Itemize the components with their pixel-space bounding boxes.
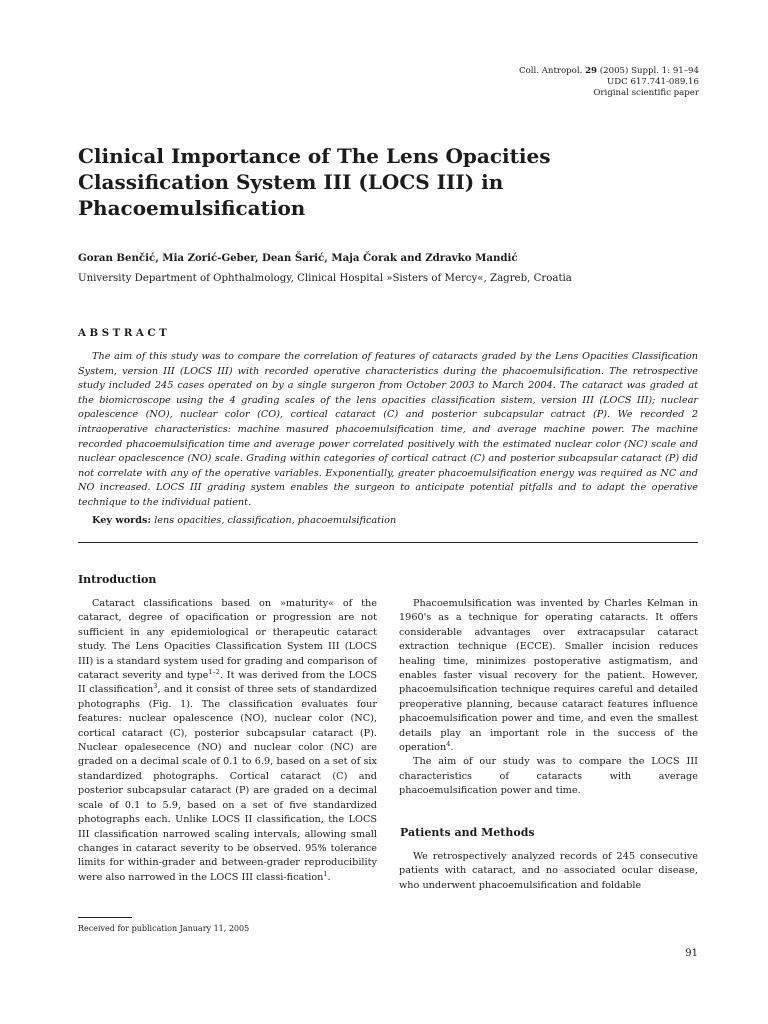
intro-paragraph-2 <box>399 597 698 755</box>
citation-ref: 1 <box>323 869 328 878</box>
author-list: Goran Benčić, Mia Zorić-Geber, Dean Šarić, Maja Čorak and Zdravko Mandić <box>78 252 518 264</box>
intro-p1-text-c: , and it consist of three sets of standardized photographs (Fig. 1). The classification evaluates four features: nuclear opalescence (NO), nuclear color (NC), cortical cataract (C), posterior subcapsular cataract (P). Nuclear opalesecence (NO) and nuclear color (NC) are graded on a decimal scale of 0.1 to 6.9, based on a set of six standardized photographs. Cortical cataract (C) and posterior subcapsular cataract (P) are graded on a decimal scale of 0.1 to 5.9, based on a set of five standardized photographs each. Unlike LOCS II classification, the LOCS III classification narrowed scaling intervals, allowing small changes in cataract severity to be observed. 95% tolerance limits for within-grader and between-grader reproducibility were also narrowed in the LOCS III classi-fication <box>78 684 377 883</box>
paper-type: Original scientific paper <box>593 88 699 98</box>
footnote-divider <box>78 917 132 918</box>
introduction-heading: Introduction <box>78 573 157 586</box>
citation-ref: 4 <box>446 739 451 748</box>
keywords <box>92 515 698 526</box>
methods-body <box>399 850 698 893</box>
journal-name: Coll. Antropol. <box>519 66 583 76</box>
intro-paragraph-1 <box>78 597 377 885</box>
intro-p2-text-b: . <box>450 742 454 754</box>
abstract-text: The aim of this study was to compare the correlation of features of cataracts graded by the Lens Opacities Classification System, version III (LOCS III) with recorded operative characteristics during the phacoemulsification. The retrospective study included 245 cases operated on by a single surgeron from October 2003 to March 2004. The cataract was graded at the biomicroscope using the 4 grading scales of the lens opacities classification sistem, version III (LOCS III); nuclear opalescence (NO), nuclear color (CO), cortical cataract (C) and posterior subcapsular catract (P). We recorded 2 intraoperative characteristics: machine masured phacoemulsification time, and average machine power. The machine recorded phacoemulsification time and average power correlated positively with the estimated nuclear color (NC) scale and nuclear opaclescence (NO) scale. Grading within categories of cortical catract (C) and posterior subcapsular cataract (P) did not correlate with any of the operative variables. Exponentially, greater phacoemulsification energy was required as NC and NO increased. LOCS III grading system enables the surgeon to anticipate potential pitfalls and to adapt the operative technique to the individual patient. <box>78 351 698 508</box>
keywords-label: Key words: <box>92 515 152 526</box>
paper-title: Clinical Importance of The Lens Opacities Classification System III (LOCS III) in Phacoemulsification <box>78 144 551 220</box>
keywords-text: lens opacities, classification, phacoemulsification <box>154 515 397 526</box>
page-number: 91 <box>685 948 698 959</box>
footnote: Received for publication January 11, 2005 <box>78 924 250 933</box>
intro-paragraph-3: The aim of our study was to compare the LOCS III characteristics of cataracts with average phacoemulsification power and time. <box>399 756 698 797</box>
abstract-divider <box>78 542 698 543</box>
citation-ref: 1–2 <box>208 667 220 676</box>
intro-p1-text-a: Cataract classifications based on »maturity« of the cataract, degree of opacification or progression are not sufficient in any epidemiological or therapeutic cataract study. The Lens Opacities Classification System III (LOCS III) is a standard system used for grading and comparison of cataract severity and type <box>78 598 377 682</box>
journal-volume: 29 <box>585 66 598 76</box>
intro-p1-text-d: . <box>327 871 331 883</box>
citation-line <box>519 66 699 77</box>
methods-heading: Patients and Methods <box>400 826 535 839</box>
intro-p1-text-b: . It was derived from the LOCS II classification <box>78 670 377 696</box>
methods-paragraph-1: We retrospectively analyzed records of 245 consecutive patients with cataract, and no associated ocular disease, who underwent phacoemulsification and foldable <box>399 851 698 891</box>
right-column <box>399 597 698 799</box>
journal-header <box>519 66 699 99</box>
intro-p2-text-a: Phacoemulsification was invented by Charles Kelman in 1960's as a technique for operating cataracts. It offers considerable advantages over extracapsular cataract extraction technique (ECCE). Smaller incision reduces healing time, minimizes postoperative astigmatism, and enables faster visual recovery for the patient. However, phacoemulsification technique requires careful and detailed preoperative planning, because cataract features influence phacoemulsification power and time, and even the smallest details play an important role in the success of the operation <box>399 598 698 754</box>
left-column <box>78 597 377 885</box>
udc-code: UDC 617.741-089.16 <box>607 77 699 87</box>
abstract-heading: ABSTRACT <box>78 327 171 339</box>
journal-issue-pages: (2005) Suppl. 1: 91–94 <box>599 66 699 76</box>
affiliation: University Department of Ophthalmology, Clinical Hospital »Sisters of Mercy«, Zagreb, Croatia <box>78 273 572 284</box>
citation-ref: 3 <box>153 682 158 691</box>
